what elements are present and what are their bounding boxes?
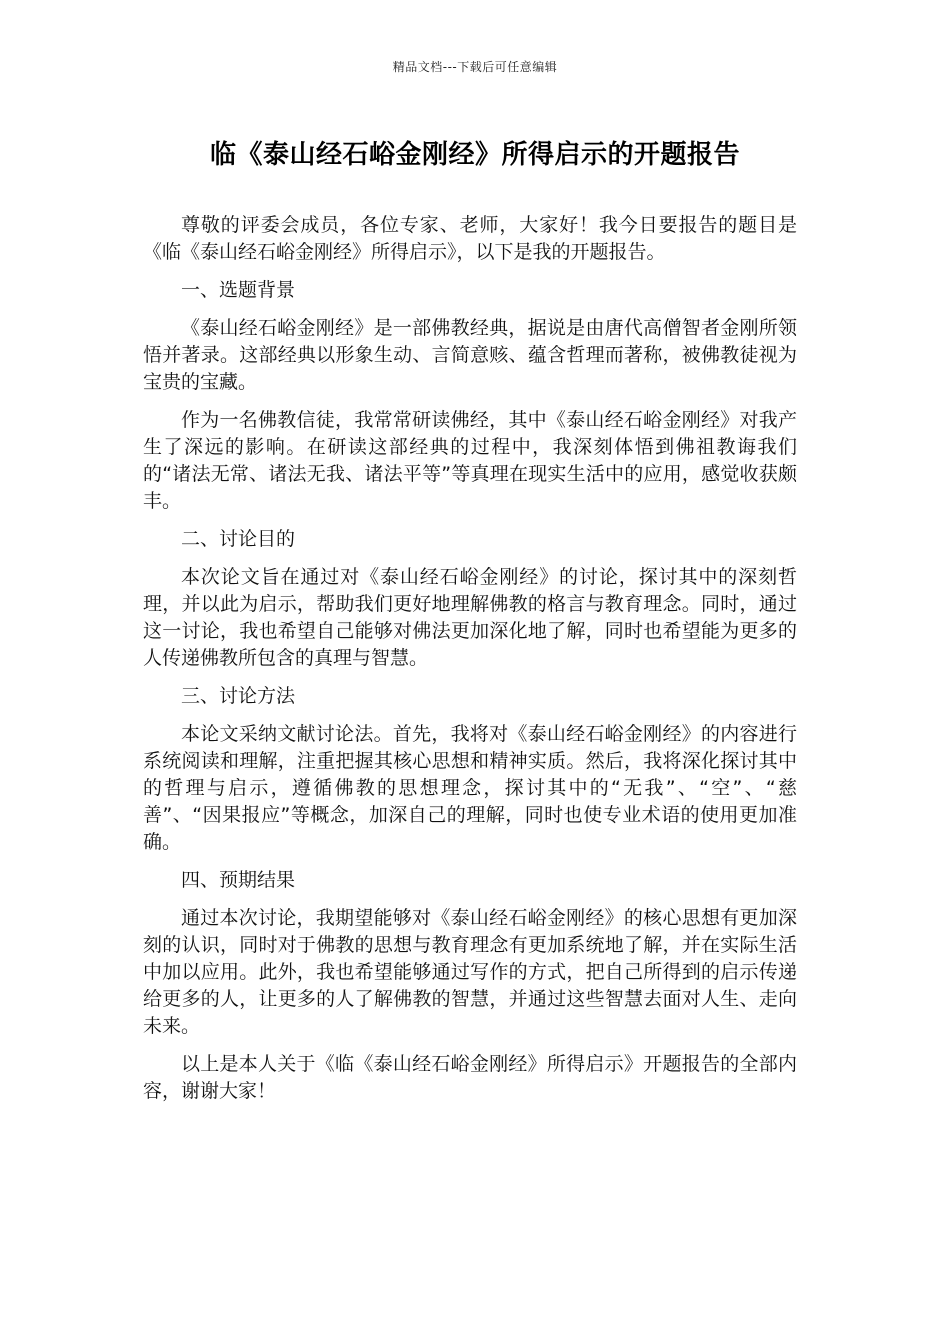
header-note: 精品文档---下载后可任意编辑 [392, 60, 558, 74]
section-heading-background: 一、选题背景 [181, 279, 296, 301]
section-heading-results: 四、预期结果 [181, 869, 296, 891]
section-heading-purpose: 二、讨论目的 [181, 528, 296, 550]
intro-paragraph: 尊敬的评委会成员，各位专家、老师，大家好！我今日要报告的题目是《临《泰山经石峪金刚经》所得启示》，以下是我的开题报告。 [143, 214, 797, 263]
results-paragraph: 通过本次讨论，我期望能够对《泰山经石峪金刚经》的核心思想有更加深刻的认识，同时对于佛教的思想与教育理念有更加系统地了解，并在实际生活中加以应用。此外，我也希望能够通过写作的方式，把自己所得到的启示传递给更多的人，让更多的人了解佛教的智慧，并通过这些智慧去面对人生、走向未来。 [143, 907, 797, 1037]
background-paragraph-2: 作为一名佛教信徒，我常常研读佛经，其中《泰山经石峪金刚经》对我产生了深远的影响。在研读这部经典的过程中，我深刻体悟到佛祖教诲我们的“诸法无常、诸法无我、诸法平等”等真理在现实生活中的应用，感觉收获颇丰。 [143, 409, 797, 512]
document-title: 临《泰山经石峪金刚经》所得启示的开题报告 [209, 140, 740, 170]
purpose-paragraph: 本次论文旨在通过对《泰山经石峪金刚经》的讨论，探讨其中的深刻哲理，并以此为启示，帮助我们更好地理解佛教的格言与教育理念。同时，通过这一讨论，我也希望自己能够对佛法更加深化地了解，同时也希望能为更多的人传递佛教所包含的真理与智慧。 [143, 566, 797, 669]
section-heading-method: 三、讨论方法 [181, 685, 296, 707]
background-paragraph-1: 《泰山经石峪金刚经》是一部佛教经典，据说是由唐代高僧智者金刚所领悟并著录。这部经典以形象生动、言简意赅、蕴含哲理而著称，被佛教徒视为宝贵的宝藏。 [143, 317, 797, 393]
method-paragraph: 本论文采纳文献讨论法。首先，我将对《泰山经石峪金刚经》的内容进行系统阅读和理解，注重把握其核心思想和精神实质。然后，我将深化探讨其中的哲理与启示，遵循佛教的思想理念，探讨其中的“无我”、“空”、“慈善”、“因果报应”等概念，加深自己的理解，同时也使专业术语的使用更加准确。 [143, 723, 797, 853]
document-body [143, 212, 797, 1116]
closing-paragraph: 以上是本人关于《临《泰山经石峪金刚经》所得启示》开题报告的全部内容，谢谢大家！ [143, 1053, 797, 1102]
